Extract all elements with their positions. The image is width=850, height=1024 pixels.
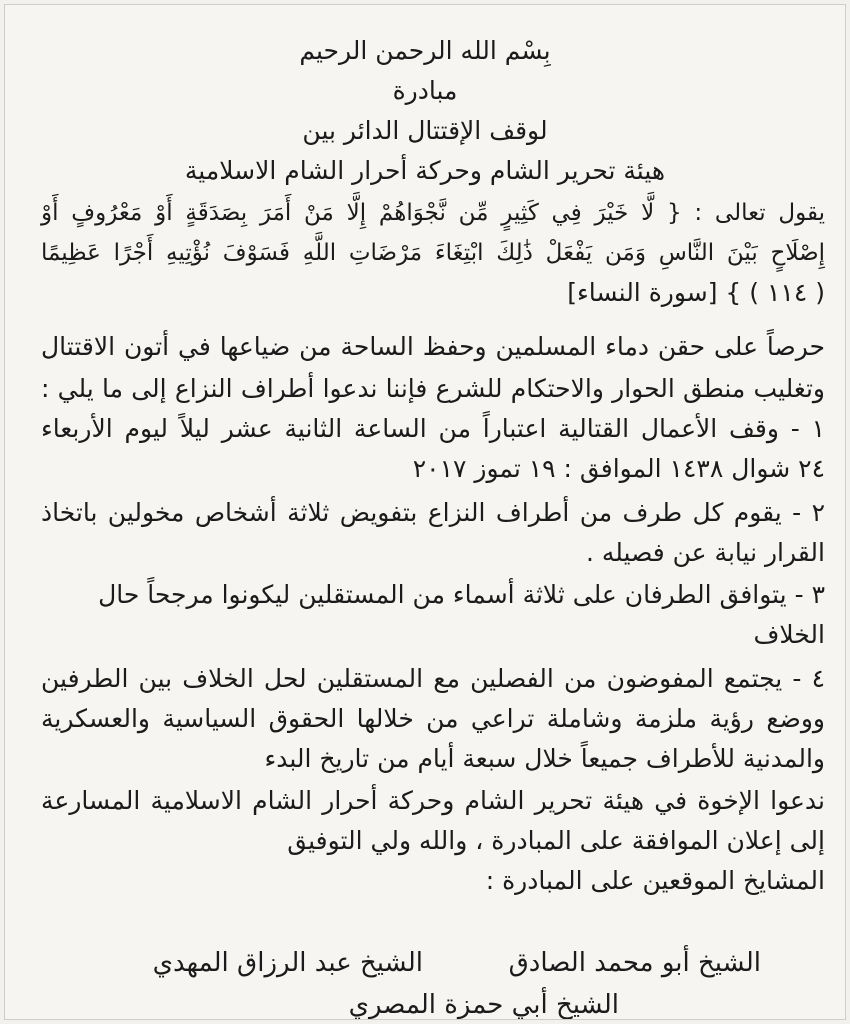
verse-line: ( ١١٤ ) } [سورة النساء] — [567, 278, 825, 307]
basmala: بِسْم الله الرحمن الرحيم — [299, 36, 551, 65]
closing-line: ندعوا الإخوة في هيئة تحرير الشام وحركة أحرار الشام الاسلامية المسارعة — [41, 786, 825, 815]
signatory-name: الشيخ عبد الرزاق المهدي — [152, 948, 423, 978]
document-subtitle: لوقف الإقتتال الدائر بين — [302, 116, 548, 145]
signatories-row — [5, 983, 845, 1020]
item-4-line: ٤ - يجتمع المفوضون من الفصلين مع المستقلين لحل الخلاف بين الطرفين — [41, 664, 825, 693]
item-3-line: الخلاف — [753, 620, 825, 649]
intro-line: حرصاً على حقن دماء المسلمين وحفظ الساحة من ضياعها في أتون الاقتتال — [41, 332, 825, 361]
item-1-line: ٢٤ شوال ١٤٣٨ الموافق : ١٩ تموز ٢٠١٧ — [412, 454, 825, 483]
intro-line: وتغليب منطق الحوار والاحتكام للشرع فإننا ندعوا أطراف النزاع إلى ما يلي : — [41, 374, 825, 403]
document-page — [4, 4, 846, 1020]
parties-line: هيئة تحرير الشام وحركة أحرار الشام الاسلامية — [184, 156, 666, 185]
item-4-line: والمدنية للأطراف جميعاً خلال سبعة أيام من تاريخ البدء — [264, 744, 825, 773]
item-3-line: ٣ - يتوافق الطرفان على ثلاثة أسماء من المستقلين ليكونوا مرجحاً حال — [98, 580, 825, 609]
signatory-name: الشيخ أبو محمد الصادق — [508, 948, 761, 978]
verse-line: إِصْلَاحٍ بَيْنَ النَّاسِ وَمَن يَفْعَلْ ذَٰلِكَ ابْتِغَاءَ مَرْضَاتِ اللَّهِ فَسَوْفَ نُؤْتِيهِ أَجْرًا عَظِيمًا — [41, 240, 825, 266]
signers-heading: المشايخ الموقعين على المبادرة : — [485, 866, 825, 895]
closing-line: إلى إعلان الموافقة على المبادرة ، والله ولي التوفيق — [287, 826, 825, 855]
document-title: مبادرة — [392, 76, 458, 105]
item-4-line: ووضع رؤية ملزمة وشاملة تراعي من خلالها الحقوق السياسية والعسكرية — [41, 704, 825, 733]
item-1-line: ١ - وقف الأعمال القتالية اعتباراً من الساعة الثانية عشر ليلاً ليوم الأربعاء — [41, 414, 825, 443]
item-2-line: القرار نيابة عن فصيله . — [585, 538, 825, 567]
signatory-name: الشيخ أبي حمزة المصري — [348, 990, 619, 1020]
signatories-row — [5, 941, 845, 985]
verse-line: يقول تعالى : { لَّا خَيْرَ فِي كَثِيرٍ مِّن نَّجْوَاهُمْ إِلَّا مَنْ أَمَرَ بِصَدَقَةٍ أَوْ مَعْرُوفٍ أَوْ — [41, 200, 825, 226]
item-2-line: ٢ - يقوم كل طرف من أطراف النزاع بتفويض ثلاثة أشخاص مخولين باتخاذ — [41, 498, 825, 527]
